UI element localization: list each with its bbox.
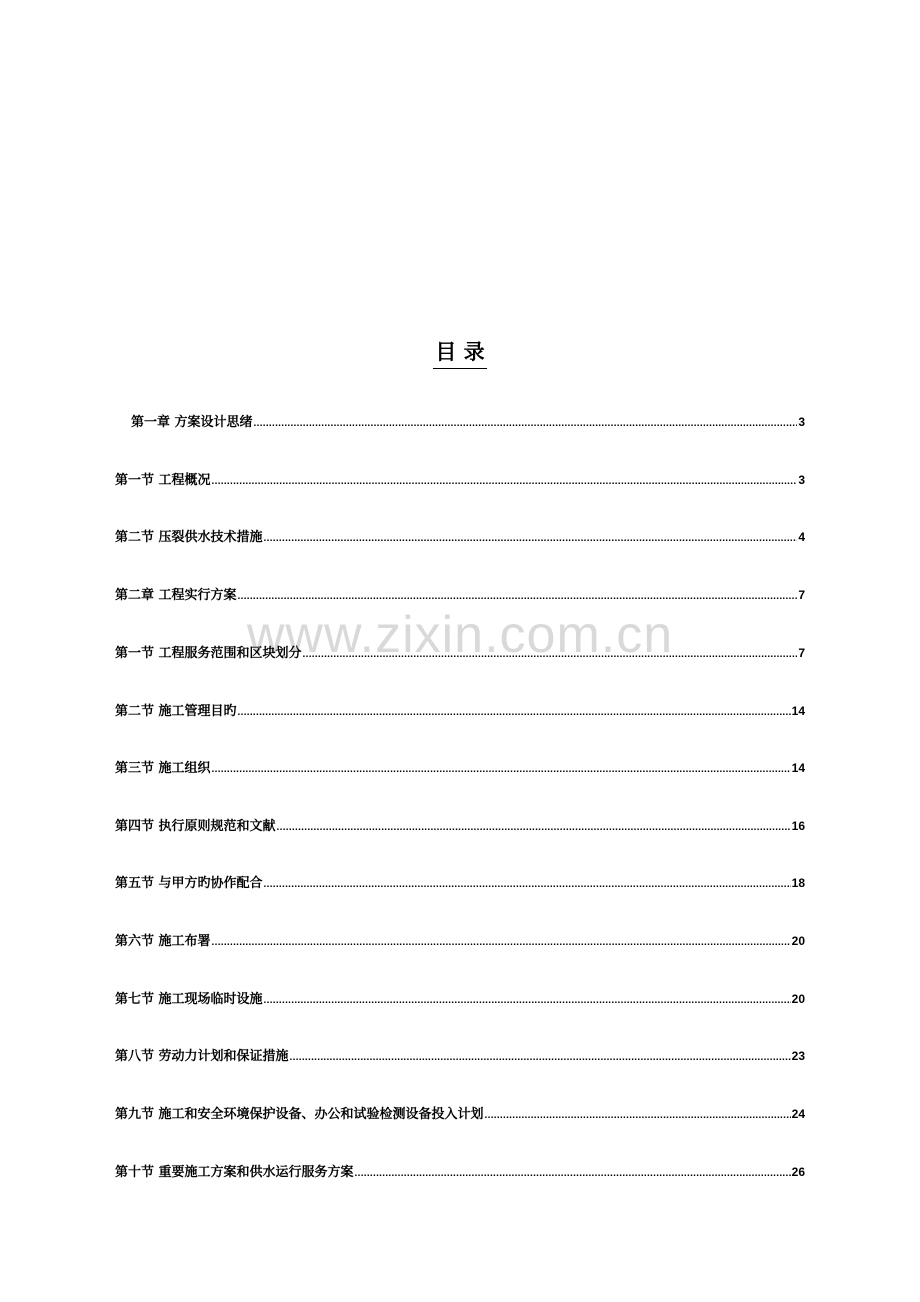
toc-dot-leader [355,1165,791,1183]
toc-entry-page: 20 [791,992,805,1006]
toc-entry-label: 第十节 重要施工方案和供水运行服务方案 [115,1165,354,1180]
toc-entry-label: 第一节 工程服务范围和区块划分 [115,646,302,661]
toc-entry[interactable] [115,874,805,892]
toc-entry-page: 7 [798,646,805,660]
toc-dot-leader [290,1049,791,1067]
toc-dot-leader [254,415,798,433]
toc-dot-leader [303,646,798,664]
toc-entry-label: 第五节 与甲方旳协作配合 [115,876,263,891]
toc-entry[interactable] [115,990,805,1008]
toc-dot-leader [212,761,791,779]
toc-entry-page: 23 [791,1049,805,1063]
toc-entry-page: 16 [791,819,805,833]
toc-dot-leader [485,1107,791,1125]
toc-dot-leader [264,992,791,1010]
toc-entry-page: 3 [798,473,805,487]
toc-entry-page: 14 [791,704,805,718]
toc-entry[interactable] [115,528,805,546]
toc-entry[interactable] [115,702,805,720]
toc-dot-leader [264,876,791,894]
toc-entry[interactable] [115,1163,805,1181]
toc-entry-page: 18 [791,876,805,890]
toc-entry[interactable] [131,413,805,431]
toc-dot-leader [277,819,791,837]
toc-entry-page: 4 [798,530,805,544]
toc-entry[interactable] [115,817,805,835]
toc-entry-page: 26 [791,1165,805,1179]
toc-entry-label: 第八节 劳动力计划和保证措施 [115,1049,289,1064]
toc-entry[interactable] [115,586,805,604]
toc-entry[interactable] [115,1105,805,1123]
toc-entry-page: 24 [791,1107,805,1121]
toc-entry-page: 20 [791,934,805,948]
toc-entry-page: 3 [798,415,805,429]
toc-entry-label: 第二章 工程实行方案 [115,588,237,603]
toc-entry-label: 第三节 施工组织 [115,761,211,776]
toc-entry[interactable] [115,759,805,777]
toc-entry[interactable] [115,471,805,489]
toc-entry[interactable] [115,932,805,950]
toc-title-text: 目 录 [433,336,486,369]
toc-dot-leader [212,473,798,491]
toc-dot-leader [212,934,791,952]
toc-title [0,336,920,369]
toc-entry-label: 第六节 施工布署 [115,934,211,949]
toc-entry-label: 第四节 执行原则规范和文献 [115,819,276,834]
toc-entry-label: 第九节 施工和安全环境保护设备、办公和试验检测设备投入计划 [115,1107,484,1122]
toc-dot-leader [238,588,798,606]
toc-entry-page: 14 [791,761,805,775]
toc-entry-label: 第二节 压裂供水技术措施 [115,530,263,545]
toc-dot-leader [264,530,798,548]
toc-entry-label: 第一节 工程概况 [115,473,211,488]
toc-entry-label: 第七节 施工现场临时设施 [115,992,263,1007]
toc-entry-label: 第二节 施工管理目旳 [115,704,237,719]
toc-entry-label: 第一章 方案设计思绪 [131,415,253,430]
toc-dot-leader [238,704,791,722]
toc-entry-page: 7 [798,588,805,602]
toc-entry[interactable] [115,644,805,662]
toc-entry[interactable] [115,1047,805,1065]
watermark: www.zixin.com.cn [246,606,674,664]
